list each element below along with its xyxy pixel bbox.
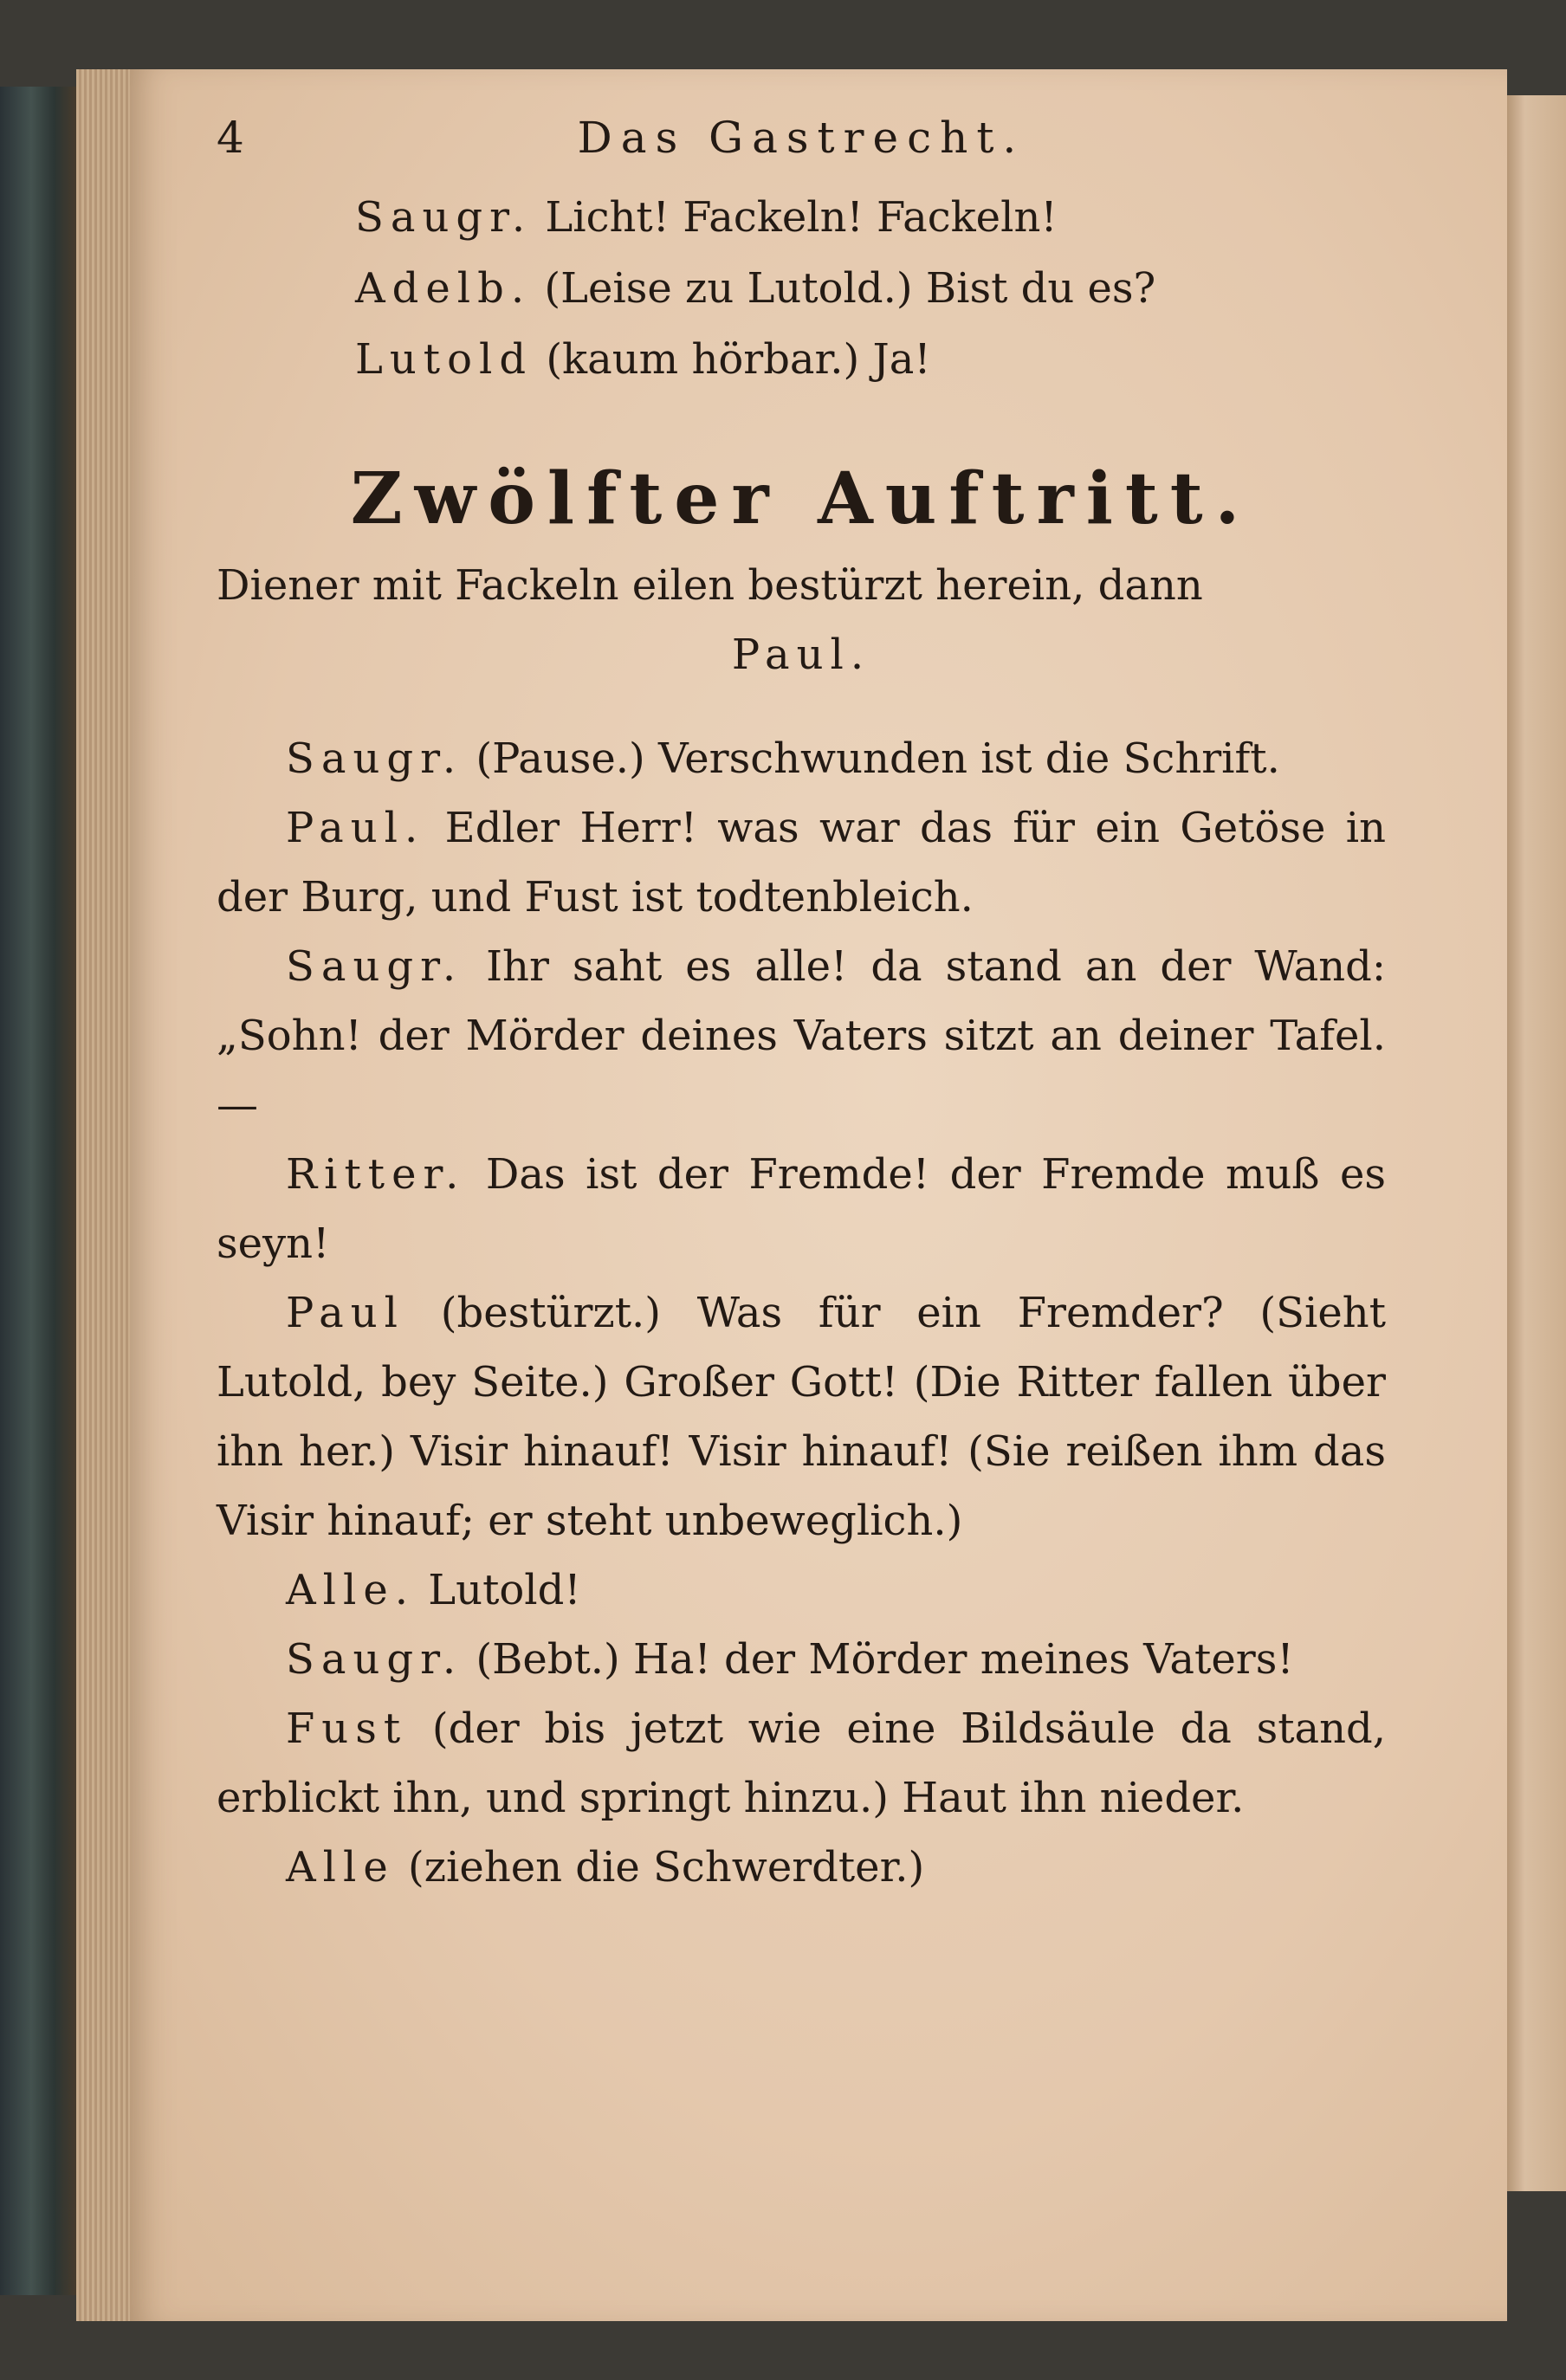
speaker: Saugr. — [286, 734, 463, 783]
dialogue-paragraph — [217, 793, 1386, 932]
speaker: Alle. — [286, 1566, 416, 1614]
paragraph-text: (ziehen die Schwerdter.) — [394, 1843, 925, 1892]
paragraph-text: Edler Herr! was war das für ein Getöse in der Burg, und Fust ist todtenbleich. — [217, 804, 1386, 922]
dialogue-paragraph — [217, 1833, 1386, 1902]
line-text: Licht! Fackeln! Fackeln! — [532, 193, 1058, 242]
dialogue-paragraph — [217, 1694, 1386, 1833]
dialogue-paragraph — [217, 1555, 1386, 1625]
paragraph-text: Das ist der Fremde! der Fremde muß es seyn! — [217, 1150, 1386, 1268]
speaker: Saugr. — [286, 942, 463, 991]
dialogue-paragraph — [217, 1625, 1386, 1694]
speaker: Paul — [286, 1289, 405, 1337]
speaker: Paul. — [286, 804, 425, 852]
intro-lines — [217, 182, 1386, 395]
dialogue-paragraph — [217, 1140, 1386, 1278]
running-title: Das Gastrecht. — [577, 113, 1026, 163]
dialogue-line — [355, 253, 1386, 324]
paragraph-text: Lutold! — [415, 1566, 581, 1614]
speaker: Fust — [286, 1704, 408, 1753]
speaker: Lutold — [355, 335, 534, 384]
stage-direction-end: Paul. — [731, 631, 871, 679]
paragraph-text: Ihr saht es alle! da stand an der Wand: „Sohn! der Mörder deines Vaters sitzt an deiner Tafel. — — [217, 942, 1386, 1129]
dialogue-line — [355, 182, 1386, 253]
paragraph-text: (bestürzt.) Was für ein Fremder? (Sieht Lutold, bey Seite.) Großer Gott! (Die Ritter fallen über ihn her.) Visir hinauf! Visir hinauf! (Sie reißen ihm das Visir hinauf; er steht unbeweglich.) — [217, 1289, 1386, 1545]
paragraph-text: (Bebt.) Ha! der Mörder meines Vaters! — [463, 1635, 1294, 1684]
speaker: Adelb. — [355, 264, 532, 313]
dialogue-paragraph — [217, 724, 1386, 793]
page-number: 4 — [217, 113, 244, 163]
paragraph-text: (der bis jetzt wie eine Bildsäule da stand, erblickt ihn, und springt hinzu.) Haut ihn nieder. — [217, 1704, 1386, 1822]
page-text — [217, 113, 1386, 1902]
stage-direction — [217, 551, 1386, 689]
dialogue-paragraph — [217, 932, 1386, 1140]
speaker: Saugr. — [286, 1635, 463, 1684]
book-binding — [0, 87, 78, 2295]
dialogue-line — [355, 324, 1386, 395]
scene-title: Zwölfter Auftritt. — [350, 457, 1252, 540]
line-text: (kaum hörbar.) Ja! — [533, 335, 931, 384]
speaker: Alle — [286, 1843, 395, 1892]
paragraph-text: (Pause.) Verschwunden ist die Schrift. — [463, 734, 1280, 783]
page-edges — [76, 69, 137, 2321]
speaker: Saugr. — [355, 193, 533, 242]
line-text: (Leise zu Lutold.) Bist du es? — [531, 264, 1156, 313]
speaker: Ritter. — [286, 1150, 466, 1199]
page-header — [217, 113, 1386, 182]
facing-page-edge — [1507, 95, 1566, 2191]
stage-direction-text: Diener mit Fackeln eilen bestürzt herein, dann — [217, 561, 1203, 610]
dialogue-paragraph — [217, 1278, 1386, 1555]
